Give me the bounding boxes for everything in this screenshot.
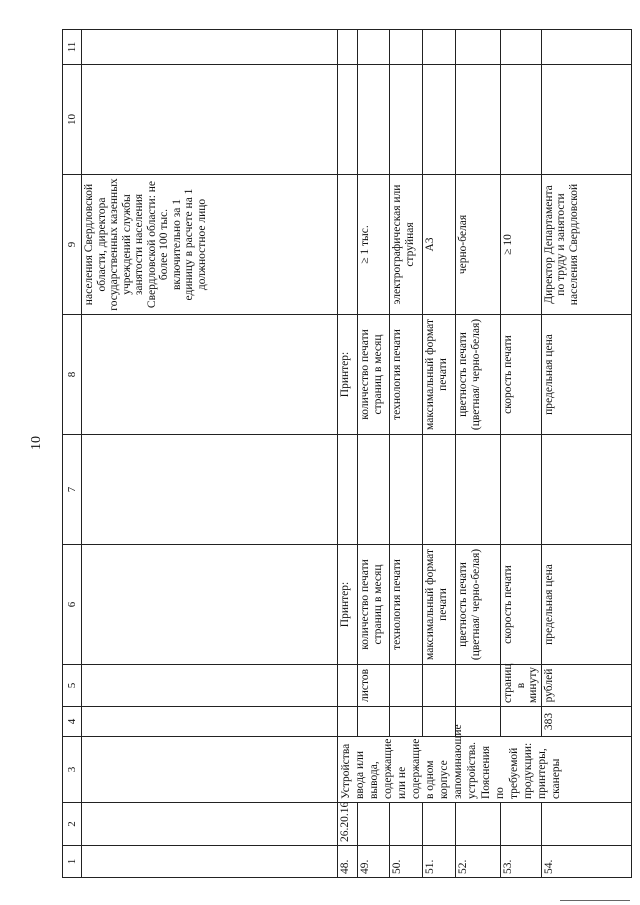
- col-num: 6: [63, 545, 82, 665]
- table-row: 54. 383 рублей предельная цена предельная цена Директор Департамента по труду и занятости населения Свердловской: [541, 30, 631, 878]
- table-row: 52. цветность печати (цветная/ черно-белая) цветность печати (цветная/ черно-белая) черно-белая: [456, 30, 501, 878]
- col-num: 1: [63, 846, 82, 878]
- rotated-table-container: [62, 30, 617, 878]
- table-row: 51. максимальный формат печати максимальный формат печати А3: [423, 30, 456, 878]
- col-num: 3: [63, 737, 82, 803]
- top-row-value: населения Свердловской области, директора государственных казенных учреждений службы занятости населения Свердловской области: не более 100 тыс. включительно за 1 единицу в расчете на 1 должностное лицо: [82, 175, 338, 315]
- page-number: 10: [29, 436, 44, 450]
- col-num: 9: [63, 175, 82, 315]
- column-number-row: [63, 30, 82, 878]
- col-num: 4: [63, 707, 82, 737]
- table-row: 48. 26.20.16 Устройства ввода или вывода, содержащие или не содержащие в одном корпусе запоминающие устройства. Пояснения по требуемой продукции: принтеры, сканеры Принтер: Принтер:: [338, 30, 358, 878]
- col-num: 5: [63, 665, 82, 707]
- col-num: 7: [63, 435, 82, 545]
- col-num: 11: [63, 30, 82, 65]
- table-row: 49. листов количество печати страниц в месяц количество печати страниц в месяц ≥ 1 тыс.: [358, 30, 390, 878]
- col-num: 8: [63, 315, 82, 435]
- product-name: Устройства ввода или вывода, содержащие или не содержащие в одном корпусе запоминающие устройства. Пояснения по требуемой продукции: принтеры, сканеры: [338, 737, 632, 803]
- footer-rule: [560, 900, 630, 901]
- col-num: 10: [63, 65, 82, 175]
- col-num: 2: [63, 803, 82, 846]
- requirements-table: [62, 29, 632, 878]
- table-row: 50. технология печати технология печати электрографическая или струйная: [390, 30, 423, 878]
- continuation-row: [82, 30, 338, 878]
- table-row: 53. страниц в минуту скорость печати скорость печати ≥ 10: [501, 30, 542, 878]
- document-sheet: [62, 30, 617, 878]
